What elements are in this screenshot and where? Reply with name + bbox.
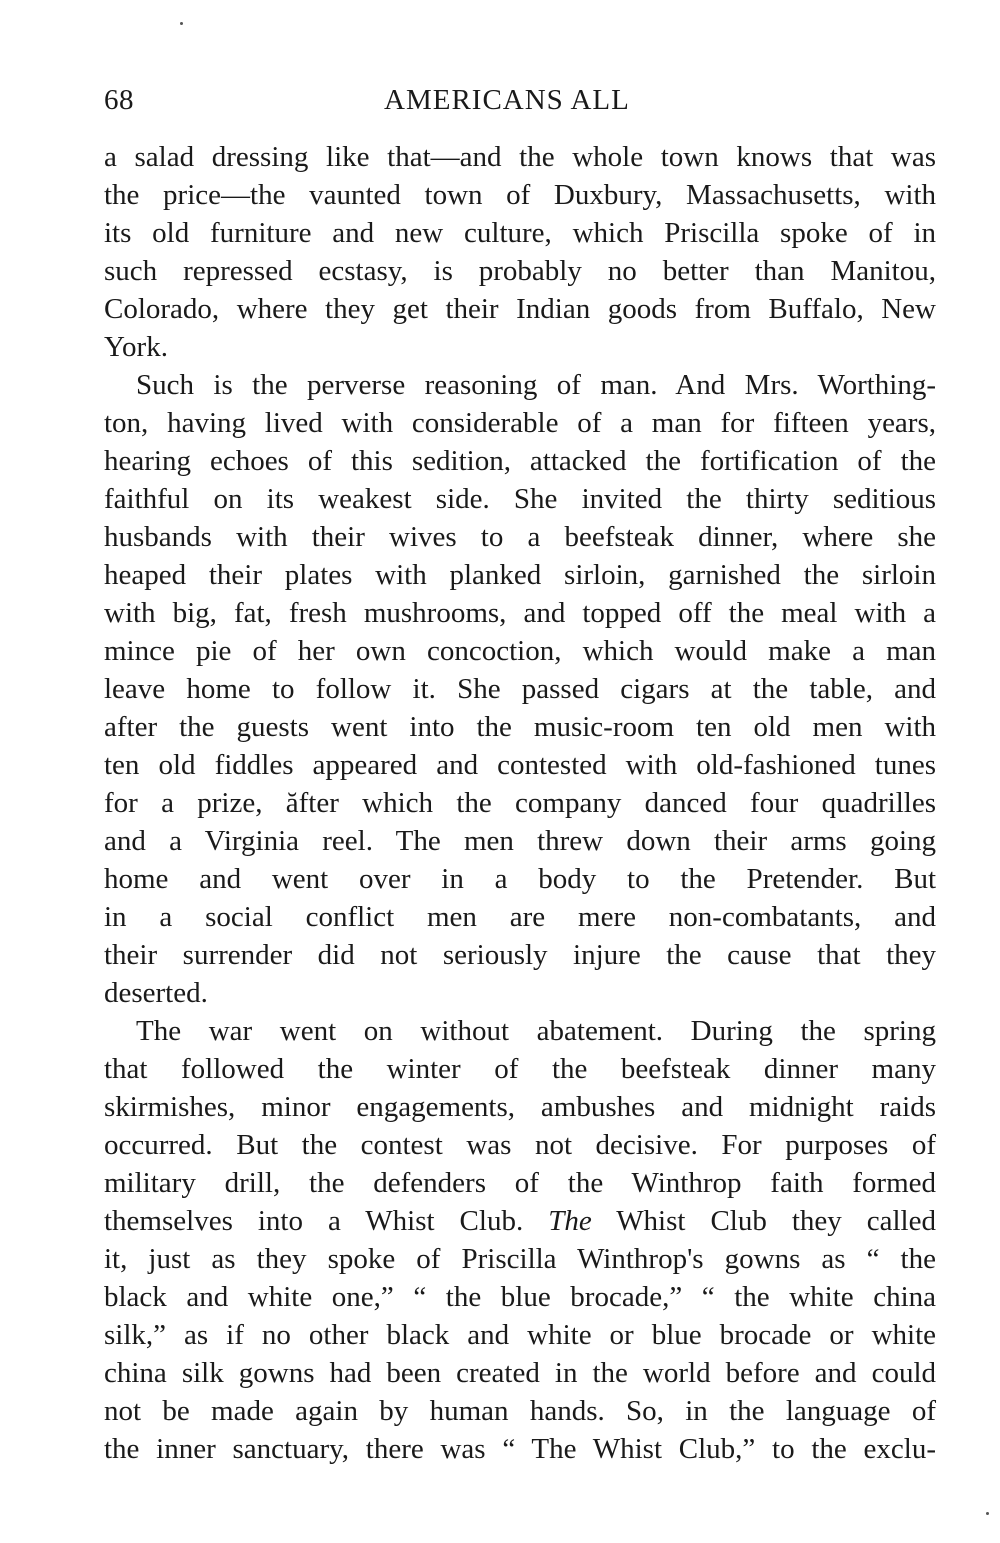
scan-speck [986,1512,989,1515]
text-line: deserted. [104,977,208,1009]
page-header [104,80,936,120]
text-line: such repressed ecstasy, is probably no better than Manitou, [104,255,936,287]
text-line: heaped their plates with planked sirloin, garnished the sirloin [104,559,936,591]
text-line: with big, fat, fresh mushrooms, and topped off the meal with a [104,597,936,629]
text-line: a salad dressing like that—and the whole town knows that was [104,141,936,173]
text-line: china silk gowns had been created in the world before and could [104,1357,936,1389]
text-line: the inner sanctuary, there was “ The Whist Club,” to the exclu- [104,1433,936,1465]
text-line: after the guests went into the music-room ten old men with [104,711,936,743]
text-line: it, just as they spoke of Priscilla Winthrop's gowns as “ the [104,1243,936,1275]
text-segment: themselves into a Whist Club. [104,1205,524,1237]
text-line: the price—the vaunted town of Duxbury, Massachusetts, with [104,179,936,211]
text-line: black and white one,” “ the blue brocade,” “ the white china [104,1281,936,1313]
text-line: Colorado, where they get their Indian goods from Buffalo, New [104,293,936,325]
text-line: in a social conflict men are mere non-combatants, and [104,901,936,933]
text-line: ton, having lived with considerable of a man for fifteen years, [104,407,936,439]
italic-word: The [548,1205,592,1237]
text-line: silk,” as if no other black and white or blue brocade or white [104,1319,936,1351]
text-line: home and went over in a body to the Pretender. But [104,863,936,895]
text-line: for a prize, ăfter which the company danced four quadrilles [104,787,936,819]
text-line: Such is the perverse reasoning of man. And Mrs. Worthing- [136,369,936,401]
text-line: skirmishes, minor engagements, ambushes and midnight raids [104,1091,936,1123]
text-line: hearing echoes of this sedition, attacked the fortification of the [104,445,936,477]
text-line: their surrender did not seriously injure the cause that they [104,939,936,971]
text-line: The war went on without abatement. During the spring [136,1015,936,1047]
text-line: occurred. But the contest was not decisive. For purposes of [104,1129,936,1161]
text-line: leave home to follow it. She passed cigars at the table, and [104,673,936,705]
text-line: its old furniture and new culture, which Priscilla spoke of in [104,217,936,249]
text-line: York. [104,331,168,363]
text-line: ten old fiddles appeared and contested with old-fashioned tunes [104,749,936,781]
running-head: AMERICANS ALL [384,84,630,116]
text-line: mince pie of her own concoction, which would make a man [104,635,936,667]
text-line [104,1202,936,1240]
text-line: faithful on its weakest side. She invited the thirty seditious [104,483,936,515]
text-line: that followed the winter of the beefsteak dinner many [104,1053,936,1085]
page-number: 68 [104,84,134,116]
text-line: military drill, the defenders of the Winthrop faith formed [104,1167,936,1199]
text-line: and a Virginia reel. The men threw down their arms going [104,825,936,857]
text-segment: Whist Club they called [616,1205,936,1237]
scan-speck [180,22,183,25]
text-line: not be made again by human hands. So, in the language of [104,1395,936,1427]
text-line: husbands with their wives to a beefsteak dinner, where she [104,521,936,553]
